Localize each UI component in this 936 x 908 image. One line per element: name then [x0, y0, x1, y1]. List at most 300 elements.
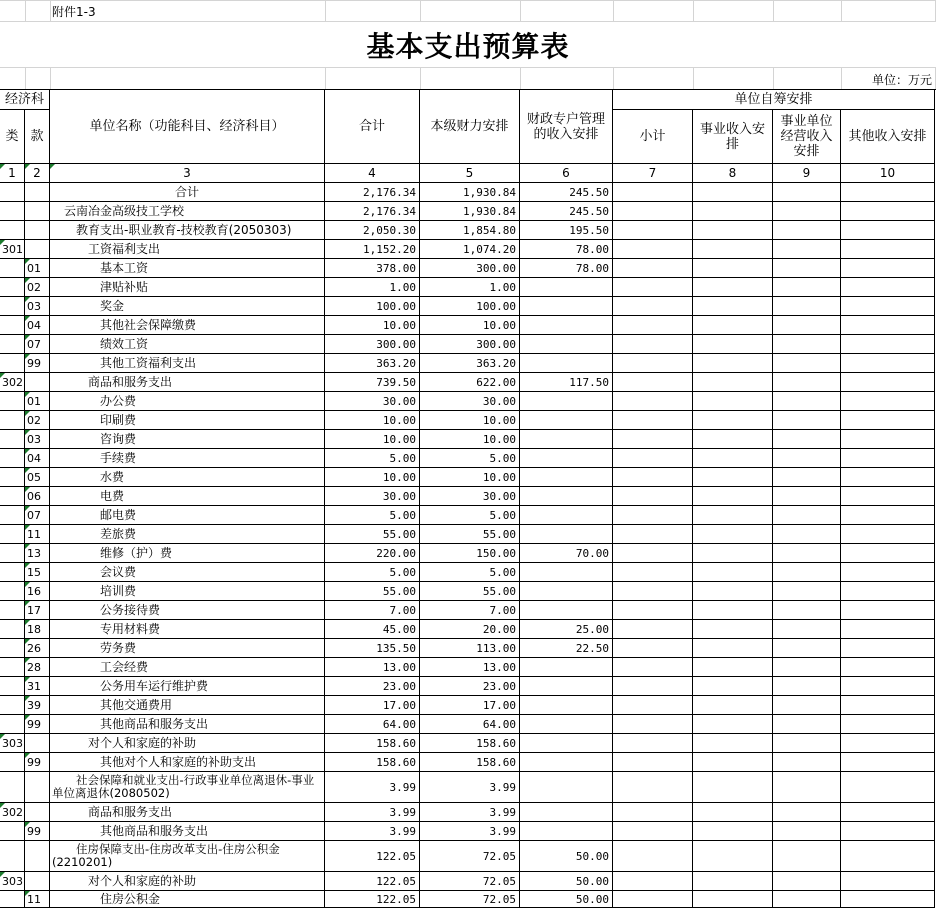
row-total[interactable]: 300.00: [325, 335, 420, 354]
row-lei-code[interactable]: [0, 620, 25, 639]
row-kuan-code[interactable]: 07: [25, 335, 50, 354]
row-special-fund[interactable]: [520, 449, 613, 468]
row-own-funds[interactable]: 3.99: [420, 772, 520, 803]
row-lei-code[interactable]: [0, 696, 25, 715]
row-empty-cell[interactable]: [841, 563, 935, 582]
row-empty-cell[interactable]: [841, 696, 935, 715]
row-name[interactable]: 其他商品和服务支出: [50, 822, 325, 841]
row-kuan-code[interactable]: [25, 803, 50, 822]
row-empty-cell[interactable]: [613, 487, 693, 506]
row-name[interactable]: [50, 841, 325, 872]
row-empty-cell[interactable]: [841, 822, 935, 841]
row-name[interactable]: 工会经费: [50, 658, 325, 677]
row-special-fund[interactable]: 25.00: [520, 620, 613, 639]
row-special-fund[interactable]: [520, 734, 613, 753]
row-kuan-code[interactable]: 11: [25, 891, 50, 908]
row-total[interactable]: 1.00: [325, 278, 420, 297]
row-total[interactable]: 23.00: [325, 677, 420, 696]
row-total[interactable]: 363.20: [325, 354, 420, 373]
row-kuan-code[interactable]: [25, 221, 50, 240]
row-empty-cell[interactable]: [693, 841, 773, 872]
row-empty-cell[interactable]: [693, 803, 773, 822]
row-total[interactable]: 158.60: [325, 753, 420, 772]
row-empty-cell[interactable]: [693, 278, 773, 297]
row-empty-cell[interactable]: [773, 841, 841, 872]
row-empty-cell[interactable]: [773, 468, 841, 487]
row-own-funds[interactable]: 5.00: [420, 506, 520, 525]
row-empty-cell[interactable]: [613, 278, 693, 297]
row-kuan-code[interactable]: 18: [25, 620, 50, 639]
row-own-funds[interactable]: 363.20: [420, 354, 520, 373]
row-kuan-code[interactable]: 04: [25, 316, 50, 335]
row-name[interactable]: [50, 772, 325, 803]
row-name[interactable]: 住房公积金: [50, 891, 325, 908]
row-empty-cell[interactable]: [841, 221, 935, 240]
row-lei-code[interactable]: [0, 544, 25, 563]
row-total[interactable]: 45.00: [325, 620, 420, 639]
row-name[interactable]: 邮电费: [50, 506, 325, 525]
row-total[interactable]: 2,176.34: [325, 183, 420, 202]
row-name[interactable]: 其他交通费用: [50, 696, 325, 715]
row-total[interactable]: 10.00: [325, 411, 420, 430]
row-own-funds[interactable]: 5.00: [420, 563, 520, 582]
row-empty-cell[interactable]: [613, 822, 693, 841]
row-empty-cell[interactable]: [613, 734, 693, 753]
row-empty-cell[interactable]: [613, 753, 693, 772]
row-name[interactable]: 会议费: [50, 563, 325, 582]
row-empty-cell[interactable]: [693, 202, 773, 221]
row-empty-cell[interactable]: [841, 525, 935, 544]
row-name[interactable]: 津贴补贴: [50, 278, 325, 297]
row-empty-cell[interactable]: [693, 240, 773, 259]
row-total[interactable]: 1,152.20: [325, 240, 420, 259]
row-empty-cell[interactable]: [841, 316, 935, 335]
row-total[interactable]: 3.99: [325, 772, 420, 803]
row-total[interactable]: 5.00: [325, 449, 420, 468]
row-empty-cell[interactable]: [693, 872, 773, 891]
row-kuan-code[interactable]: 11: [25, 525, 50, 544]
row-name[interactable]: 合计: [50, 183, 325, 202]
row-total[interactable]: 122.05: [325, 872, 420, 891]
row-empty-cell[interactable]: [773, 715, 841, 734]
row-kuan-code[interactable]: [25, 772, 50, 803]
row-lei-code[interactable]: [0, 841, 25, 872]
row-total[interactable]: 158.60: [325, 734, 420, 753]
row-kuan-code[interactable]: 99: [25, 715, 50, 734]
row-own-funds[interactable]: 23.00: [420, 677, 520, 696]
row-empty-cell[interactable]: [773, 392, 841, 411]
row-empty-cell[interactable]: [841, 772, 935, 803]
row-empty-cell[interactable]: [693, 354, 773, 373]
row-lei-code[interactable]: [0, 601, 25, 620]
row-kuan-code[interactable]: 16: [25, 582, 50, 601]
row-empty-cell[interactable]: [841, 601, 935, 620]
row-empty-cell[interactable]: [841, 677, 935, 696]
row-kuan-code[interactable]: 17: [25, 601, 50, 620]
row-own-funds[interactable]: 1,074.20: [420, 240, 520, 259]
row-own-funds[interactable]: 72.05: [420, 872, 520, 891]
row-lei-code[interactable]: 301: [0, 240, 25, 259]
row-empty-cell[interactable]: [693, 525, 773, 544]
row-lei-code[interactable]: [0, 891, 25, 908]
row-own-funds[interactable]: 3.99: [420, 822, 520, 841]
row-special-fund[interactable]: [520, 772, 613, 803]
row-empty-cell[interactable]: [773, 354, 841, 373]
row-lei-code[interactable]: [0, 658, 25, 677]
row-empty-cell[interactable]: [841, 506, 935, 525]
row-kuan-code[interactable]: 07: [25, 506, 50, 525]
row-own-funds[interactable]: 158.60: [420, 734, 520, 753]
row-name[interactable]: 培训费: [50, 582, 325, 601]
row-empty-cell[interactable]: [773, 278, 841, 297]
row-kuan-code[interactable]: 28: [25, 658, 50, 677]
row-empty-cell[interactable]: [693, 506, 773, 525]
row-lei-code[interactable]: 303: [0, 734, 25, 753]
row-empty-cell[interactable]: [613, 430, 693, 449]
row-special-fund[interactable]: 70.00: [520, 544, 613, 563]
row-own-funds[interactable]: 13.00: [420, 658, 520, 677]
row-lei-code[interactable]: [0, 202, 25, 221]
row-lei-code[interactable]: [0, 221, 25, 240]
row-empty-cell[interactable]: [773, 183, 841, 202]
row-special-fund[interactable]: 78.00: [520, 259, 613, 278]
row-total[interactable]: 10.00: [325, 316, 420, 335]
row-empty-cell[interactable]: [773, 506, 841, 525]
row-lei-code[interactable]: [0, 487, 25, 506]
row-special-fund[interactable]: 50.00: [520, 841, 613, 872]
row-empty-cell[interactable]: [773, 240, 841, 259]
row-name[interactable]: 公务接待费: [50, 601, 325, 620]
row-empty-cell[interactable]: [693, 563, 773, 582]
row-empty-cell[interactable]: [613, 891, 693, 908]
row-special-fund[interactable]: [520, 822, 613, 841]
row-empty-cell[interactable]: [613, 506, 693, 525]
row-empty-cell[interactable]: [613, 392, 693, 411]
row-empty-cell[interactable]: [841, 658, 935, 677]
row-name[interactable]: 咨询费: [50, 430, 325, 449]
row-empty-cell[interactable]: [773, 373, 841, 392]
row-special-fund[interactable]: [520, 715, 613, 734]
row-kuan-code[interactable]: 99: [25, 753, 50, 772]
row-special-fund[interactable]: 117.50: [520, 373, 613, 392]
row-empty-cell[interactable]: [693, 335, 773, 354]
row-empty-cell[interactable]: [773, 430, 841, 449]
row-name[interactable]: 公务用车运行维护费: [50, 677, 325, 696]
row-empty-cell[interactable]: [693, 601, 773, 620]
row-empty-cell[interactable]: [613, 297, 693, 316]
row-special-fund[interactable]: [520, 297, 613, 316]
row-name[interactable]: 电费: [50, 487, 325, 506]
row-own-funds[interactable]: 10.00: [420, 316, 520, 335]
row-lei-code[interactable]: [0, 449, 25, 468]
row-name[interactable]: 奖金: [50, 297, 325, 316]
row-lei-code[interactable]: [0, 316, 25, 335]
row-empty-cell[interactable]: [613, 240, 693, 259]
row-special-fund[interactable]: 50.00: [520, 872, 613, 891]
row-empty-cell[interactable]: [613, 525, 693, 544]
row-empty-cell[interactable]: [693, 753, 773, 772]
row-kuan-code[interactable]: 01: [25, 392, 50, 411]
row-total[interactable]: 135.50: [325, 639, 420, 658]
row-special-fund[interactable]: 50.00: [520, 891, 613, 908]
row-lei-code[interactable]: [0, 677, 25, 696]
row-own-funds[interactable]: 300.00: [420, 335, 520, 354]
row-own-funds[interactable]: 300.00: [420, 259, 520, 278]
row-own-funds[interactable]: 55.00: [420, 582, 520, 601]
row-total[interactable]: 5.00: [325, 506, 420, 525]
row-empty-cell[interactable]: [693, 221, 773, 240]
row-own-funds[interactable]: 1,930.84: [420, 202, 520, 221]
row-empty-cell[interactable]: [841, 259, 935, 278]
row-empty-cell[interactable]: [693, 183, 773, 202]
row-own-funds[interactable]: 158.60: [420, 753, 520, 772]
row-lei-code[interactable]: [0, 297, 25, 316]
row-lei-code[interactable]: [0, 335, 25, 354]
row-name[interactable]: 专用材料费: [50, 620, 325, 639]
row-own-funds[interactable]: 1.00: [420, 278, 520, 297]
row-own-funds[interactable]: 72.05: [420, 891, 520, 908]
row-kuan-code[interactable]: 31: [25, 677, 50, 696]
row-own-funds[interactable]: 17.00: [420, 696, 520, 715]
row-total[interactable]: 5.00: [325, 563, 420, 582]
row-total[interactable]: 64.00: [325, 715, 420, 734]
row-empty-cell[interactable]: [773, 677, 841, 696]
row-empty-cell[interactable]: [841, 373, 935, 392]
row-empty-cell[interactable]: [841, 803, 935, 822]
row-kuan-code[interactable]: 99: [25, 822, 50, 841]
row-empty-cell[interactable]: [693, 734, 773, 753]
row-kuan-code[interactable]: [25, 841, 50, 872]
row-special-fund[interactable]: [520, 677, 613, 696]
row-name[interactable]: 水费: [50, 468, 325, 487]
row-empty-cell[interactable]: [693, 658, 773, 677]
row-total[interactable]: 2,050.30: [325, 221, 420, 240]
row-empty-cell[interactable]: [613, 803, 693, 822]
row-special-fund[interactable]: 78.00: [520, 240, 613, 259]
row-empty-cell[interactable]: [773, 753, 841, 772]
row-empty-cell[interactable]: [773, 639, 841, 658]
row-own-funds[interactable]: 10.00: [420, 430, 520, 449]
row-empty-cell[interactable]: [693, 715, 773, 734]
row-empty-cell[interactable]: [613, 872, 693, 891]
row-empty-cell[interactable]: [773, 544, 841, 563]
row-special-fund[interactable]: [520, 696, 613, 715]
row-special-fund[interactable]: [520, 392, 613, 411]
row-empty-cell[interactable]: [693, 259, 773, 278]
row-special-fund[interactable]: [520, 506, 613, 525]
row-empty-cell[interactable]: [773, 620, 841, 639]
row-empty-cell[interactable]: [613, 449, 693, 468]
row-empty-cell[interactable]: [613, 601, 693, 620]
row-name[interactable]: 绩效工资: [50, 335, 325, 354]
row-kuan-code[interactable]: [25, 373, 50, 392]
row-total[interactable]: 30.00: [325, 487, 420, 506]
row-empty-cell[interactable]: [613, 677, 693, 696]
row-kuan-code[interactable]: [25, 872, 50, 891]
row-own-funds[interactable]: 72.05: [420, 841, 520, 872]
row-kuan-code[interactable]: [25, 202, 50, 221]
row-empty-cell[interactable]: [693, 891, 773, 908]
row-empty-cell[interactable]: [613, 221, 693, 240]
row-empty-cell[interactable]: [841, 335, 935, 354]
row-empty-cell[interactable]: [773, 601, 841, 620]
row-empty-cell[interactable]: [773, 803, 841, 822]
row-kuan-code[interactable]: 02: [25, 278, 50, 297]
row-special-fund[interactable]: [520, 487, 613, 506]
row-empty-cell[interactable]: [693, 822, 773, 841]
row-lei-code[interactable]: [0, 563, 25, 582]
row-empty-cell[interactable]: [613, 316, 693, 335]
row-empty-cell[interactable]: [613, 335, 693, 354]
row-empty-cell[interactable]: [693, 677, 773, 696]
row-special-fund[interactable]: 195.50: [520, 221, 613, 240]
row-empty-cell[interactable]: [773, 696, 841, 715]
row-own-funds[interactable]: 5.00: [420, 449, 520, 468]
row-special-fund[interactable]: 245.50: [520, 183, 613, 202]
row-kuan-code[interactable]: 02: [25, 411, 50, 430]
row-empty-cell[interactable]: [613, 354, 693, 373]
row-special-fund[interactable]: [520, 582, 613, 601]
row-empty-cell[interactable]: [841, 202, 935, 221]
row-empty-cell[interactable]: [613, 259, 693, 278]
row-empty-cell[interactable]: [693, 392, 773, 411]
row-special-fund[interactable]: [520, 563, 613, 582]
row-empty-cell[interactable]: [693, 297, 773, 316]
row-lei-code[interactable]: [0, 715, 25, 734]
row-empty-cell[interactable]: [693, 468, 773, 487]
row-empty-cell[interactable]: [773, 872, 841, 891]
row-lei-code[interactable]: [0, 506, 25, 525]
row-empty-cell[interactable]: [773, 259, 841, 278]
row-empty-cell[interactable]: [841, 487, 935, 506]
row-name[interactable]: 对个人和家庭的补助: [50, 734, 325, 753]
row-empty-cell[interactable]: [841, 753, 935, 772]
row-name[interactable]: 其他工资福利支出: [50, 354, 325, 373]
row-empty-cell[interactable]: [773, 202, 841, 221]
row-empty-cell[interactable]: [841, 620, 935, 639]
row-empty-cell[interactable]: [613, 658, 693, 677]
row-lei-code[interactable]: [0, 582, 25, 601]
row-total[interactable]: 7.00: [325, 601, 420, 620]
row-lei-code[interactable]: [0, 772, 25, 803]
row-kuan-code[interactable]: 03: [25, 297, 50, 316]
row-total[interactable]: 122.05: [325, 891, 420, 908]
row-special-fund[interactable]: [520, 803, 613, 822]
row-empty-cell[interactable]: [613, 202, 693, 221]
row-empty-cell[interactable]: [841, 392, 935, 411]
row-empty-cell[interactable]: [773, 316, 841, 335]
row-total[interactable]: 30.00: [325, 392, 420, 411]
row-empty-cell[interactable]: [841, 841, 935, 872]
row-special-fund[interactable]: [520, 525, 613, 544]
row-name[interactable]: 手续费: [50, 449, 325, 468]
row-empty-cell[interactable]: [693, 316, 773, 335]
row-lei-code[interactable]: [0, 392, 25, 411]
row-empty-cell[interactable]: [841, 872, 935, 891]
row-own-funds[interactable]: 55.00: [420, 525, 520, 544]
row-empty-cell[interactable]: [613, 696, 693, 715]
row-empty-cell[interactable]: [773, 335, 841, 354]
row-empty-cell[interactable]: [693, 430, 773, 449]
row-empty-cell[interactable]: [773, 822, 841, 841]
row-special-fund[interactable]: [520, 278, 613, 297]
row-empty-cell[interactable]: [773, 525, 841, 544]
row-name[interactable]: 其他商品和服务支出: [50, 715, 325, 734]
row-total[interactable]: 10.00: [325, 430, 420, 449]
row-own-funds[interactable]: 10.00: [420, 411, 520, 430]
row-own-funds[interactable]: 3.99: [420, 803, 520, 822]
row-special-fund[interactable]: 22.50: [520, 639, 613, 658]
row-empty-cell[interactable]: [773, 891, 841, 908]
row-total[interactable]: 2,176.34: [325, 202, 420, 221]
row-empty-cell[interactable]: [613, 468, 693, 487]
row-kuan-code[interactable]: 99: [25, 354, 50, 373]
row-lei-code[interactable]: [0, 468, 25, 487]
row-kuan-code[interactable]: 01: [25, 259, 50, 278]
row-empty-cell[interactable]: [841, 278, 935, 297]
row-total[interactable]: 3.99: [325, 803, 420, 822]
row-own-funds[interactable]: 10.00: [420, 468, 520, 487]
row-empty-cell[interactable]: [613, 582, 693, 601]
row-total[interactable]: 17.00: [325, 696, 420, 715]
row-own-funds[interactable]: 30.00: [420, 487, 520, 506]
row-own-funds[interactable]: 100.00: [420, 297, 520, 316]
row-empty-cell[interactable]: [773, 734, 841, 753]
row-empty-cell[interactable]: [613, 411, 693, 430]
row-own-funds[interactable]: 1,930.84: [420, 183, 520, 202]
row-kuan-code[interactable]: [25, 240, 50, 259]
row-empty-cell[interactable]: [773, 411, 841, 430]
row-total[interactable]: 55.00: [325, 582, 420, 601]
row-empty-cell[interactable]: [841, 468, 935, 487]
row-empty-cell[interactable]: [693, 772, 773, 803]
row-name[interactable]: 其他社会保障缴费: [50, 316, 325, 335]
row-total[interactable]: 3.99: [325, 822, 420, 841]
row-own-funds[interactable]: 1,854.80: [420, 221, 520, 240]
row-lei-code[interactable]: [0, 278, 25, 297]
row-special-fund[interactable]: 245.50: [520, 202, 613, 221]
row-empty-cell[interactable]: [773, 582, 841, 601]
row-lei-code[interactable]: [0, 639, 25, 658]
row-empty-cell[interactable]: [693, 620, 773, 639]
row-lei-code[interactable]: [0, 753, 25, 772]
row-empty-cell[interactable]: [773, 563, 841, 582]
row-empty-cell[interactable]: [841, 240, 935, 259]
row-name[interactable]: 工资福利支出: [50, 240, 325, 259]
row-empty-cell[interactable]: [773, 221, 841, 240]
row-lei-code[interactable]: [0, 822, 25, 841]
row-total[interactable]: 10.00: [325, 468, 420, 487]
row-empty-cell[interactable]: [841, 449, 935, 468]
row-empty-cell[interactable]: [773, 772, 841, 803]
row-special-fund[interactable]: [520, 316, 613, 335]
row-empty-cell[interactable]: [841, 715, 935, 734]
row-total[interactable]: 378.00: [325, 259, 420, 278]
row-name[interactable]: 其他对个人和家庭的补助支出: [50, 753, 325, 772]
row-special-fund[interactable]: [520, 335, 613, 354]
row-lei-code[interactable]: [0, 525, 25, 544]
row-empty-cell[interactable]: [841, 430, 935, 449]
row-special-fund[interactable]: [520, 753, 613, 772]
row-lei-code[interactable]: [0, 259, 25, 278]
row-empty-cell[interactable]: [693, 411, 773, 430]
row-kuan-code[interactable]: [25, 734, 50, 753]
row-kuan-code[interactable]: 26: [25, 639, 50, 658]
row-lei-code[interactable]: 302: [0, 373, 25, 392]
row-lei-code[interactable]: [0, 430, 25, 449]
row-lei-code[interactable]: 302: [0, 803, 25, 822]
row-name[interactable]: 差旅费: [50, 525, 325, 544]
